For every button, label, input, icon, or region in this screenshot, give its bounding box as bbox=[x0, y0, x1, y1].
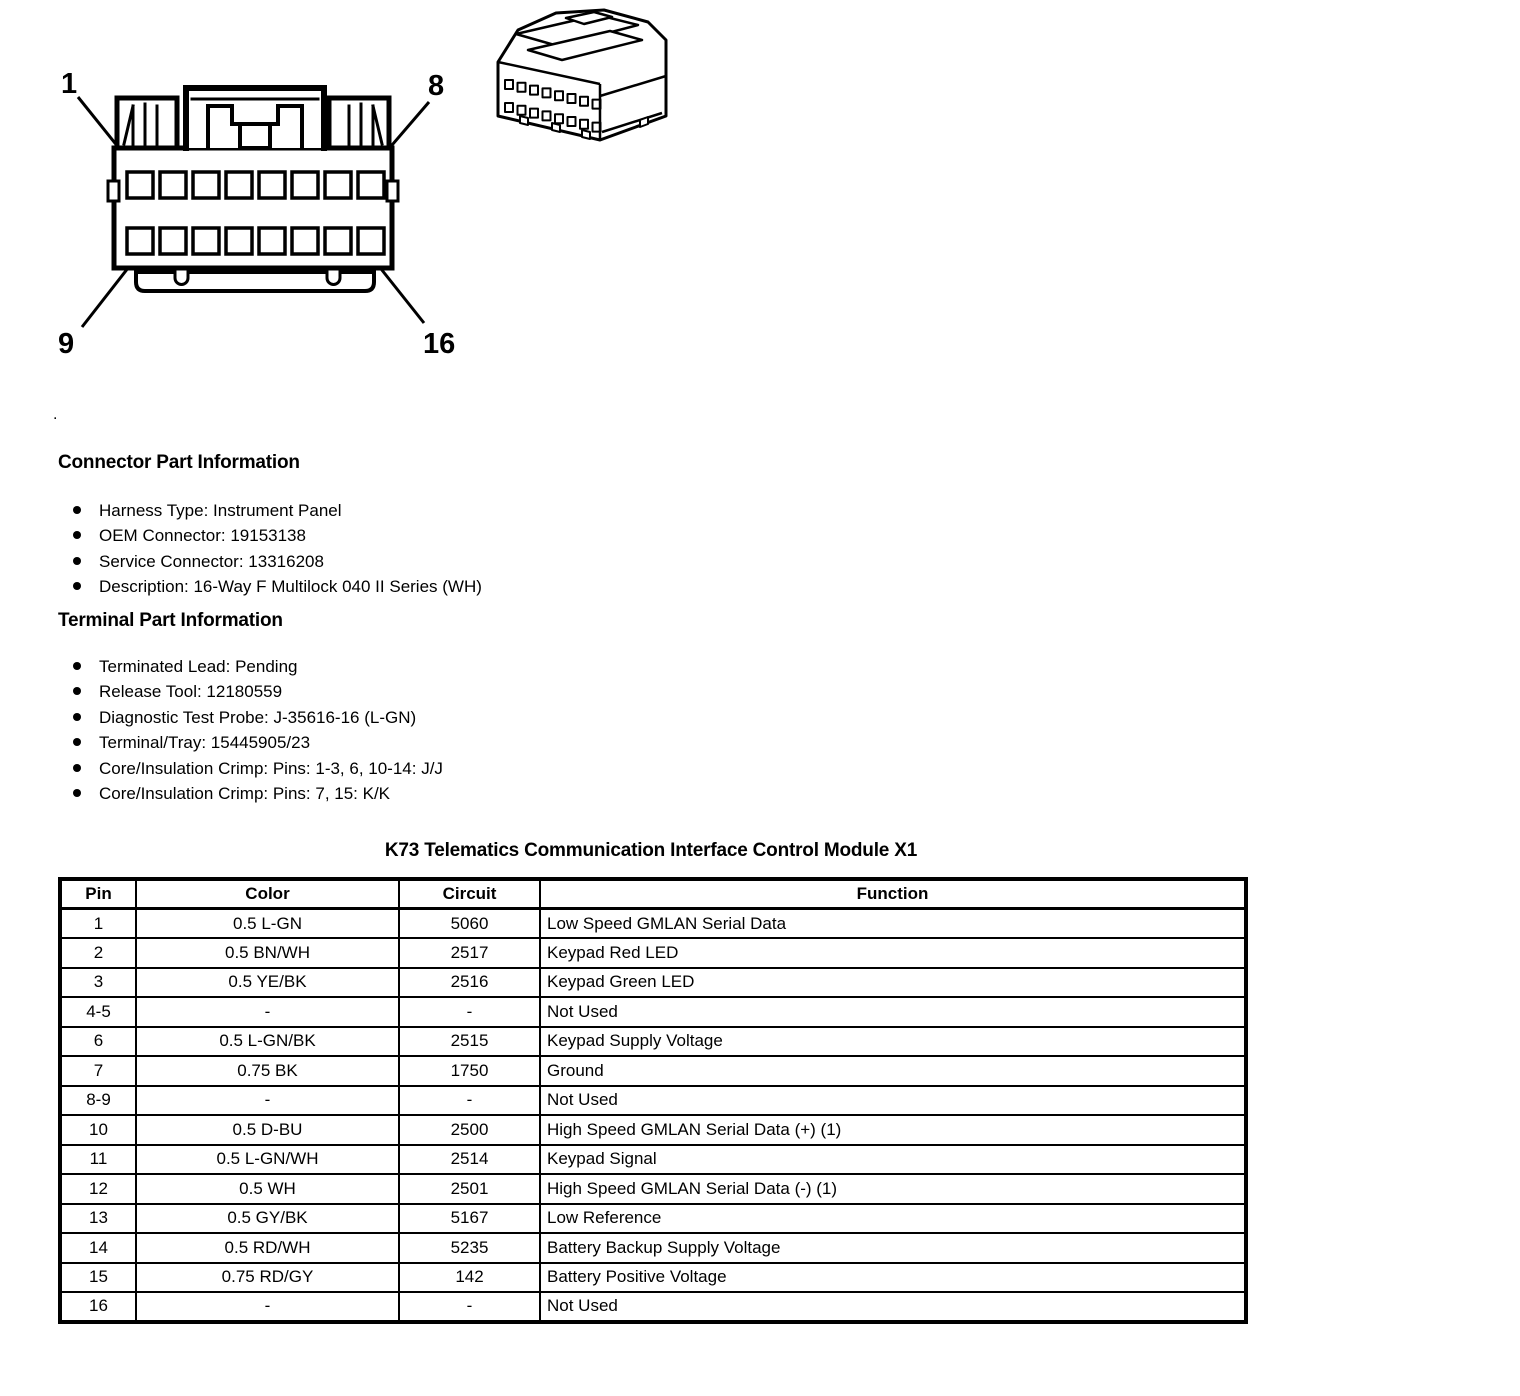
table-row bbox=[60, 1086, 1246, 1116]
function-cell: Battery Positive Voltage bbox=[540, 1263, 1246, 1293]
color-cell: 0.5 YE/BK bbox=[136, 968, 399, 998]
function-cell: Ground bbox=[540, 1056, 1246, 1086]
pin-label-1: 1 bbox=[61, 68, 78, 100]
function-cell: Not Used bbox=[540, 1292, 1246, 1322]
color-header: Color bbox=[136, 879, 399, 909]
circuit-cell: 2514 bbox=[399, 1145, 540, 1175]
pin-label-16: 16 bbox=[423, 328, 456, 360]
circuit-cell: - bbox=[399, 997, 540, 1027]
table-header-row bbox=[60, 879, 1246, 909]
function-cell: Keypad Supply Voltage bbox=[540, 1027, 1246, 1057]
bullet-text: Harness Type: Instrument Panel bbox=[99, 501, 342, 520]
circuit-cell: 2517 bbox=[399, 938, 540, 968]
color-cell: 0.5 BN/WH bbox=[136, 938, 399, 968]
table-row bbox=[60, 1233, 1246, 1263]
circuit-cell: 5060 bbox=[399, 909, 540, 939]
circuit-cell: 5167 bbox=[399, 1204, 540, 1234]
pin-cell: 14 bbox=[60, 1233, 136, 1263]
table-row bbox=[60, 938, 1246, 968]
connector-face-view bbox=[108, 88, 398, 291]
pin-cell: 12 bbox=[60, 1174, 136, 1204]
function-cell: Low Speed GMLAN Serial Data bbox=[540, 909, 1246, 939]
circuit-cell: 5235 bbox=[399, 1233, 540, 1263]
bullet-item bbox=[73, 756, 443, 781]
bullet-item bbox=[73, 549, 482, 574]
stray-period: . bbox=[53, 406, 58, 423]
pin-cell: 6 bbox=[60, 1027, 136, 1057]
bullet-text: Service Connector: 13316208 bbox=[99, 551, 324, 571]
bullet-item bbox=[73, 498, 482, 523]
color-cell: 0.5 D-BU bbox=[136, 1115, 399, 1145]
table-row bbox=[60, 1145, 1246, 1175]
pin-cell: 1 bbox=[60, 909, 136, 939]
table-row bbox=[60, 1056, 1246, 1086]
table-row bbox=[60, 1115, 1246, 1145]
function-cell: Not Used bbox=[540, 997, 1246, 1027]
side-notch-right bbox=[387, 181, 398, 201]
function-cell: Battery Backup Supply Voltage bbox=[540, 1233, 1246, 1263]
circuit-cell: 2516 bbox=[399, 968, 540, 998]
bullet-text: Description: 16-Way F Multilock 040 II Series (WH) bbox=[99, 577, 482, 597]
pin-label-9: 9 bbox=[58, 328, 75, 360]
pinout-table bbox=[58, 877, 1248, 1324]
bullet-text: Diagnostic Test Probe: J-35616-16 (L-GN) bbox=[99, 707, 417, 727]
pin-table-title: K73 Telematics Communication Interface Control Module X1 bbox=[384, 840, 918, 861]
color-cell: - bbox=[136, 1292, 399, 1322]
bullet-icon bbox=[73, 506, 81, 514]
circuit-cell: - bbox=[399, 1086, 540, 1116]
table-row bbox=[60, 997, 1246, 1027]
color-cell: 0.5 GY/BK bbox=[136, 1204, 399, 1234]
table-row bbox=[60, 968, 1246, 998]
color-cell: 0.5 RD/WH bbox=[136, 1233, 399, 1263]
color-cell: 0.5 L-GN/WH bbox=[136, 1145, 399, 1175]
pin-cell: 10 bbox=[60, 1115, 136, 1145]
bullet-item bbox=[73, 679, 443, 704]
color-cell: - bbox=[136, 997, 399, 1027]
circuit-cell: 1750 bbox=[399, 1056, 540, 1086]
bullet-item bbox=[73, 654, 443, 679]
bullet-text: Terminated Lead: Pending bbox=[99, 657, 298, 676]
bullet-item bbox=[73, 523, 482, 548]
color-cell: 0.75 BK bbox=[136, 1056, 399, 1086]
table-row bbox=[60, 1027, 1246, 1057]
bullet-text: Terminal/Tray: 15445905/23 bbox=[99, 733, 311, 753]
function-cell: Keypad Green LED bbox=[540, 968, 1246, 998]
terminal-part-info-list bbox=[73, 654, 443, 806]
circuit-cell: 142 bbox=[399, 1263, 540, 1293]
pin-cell: 4-5 bbox=[60, 997, 136, 1027]
pin-cell: 8-9 bbox=[60, 1086, 136, 1116]
table-row bbox=[60, 1204, 1246, 1234]
pin-cell: 3 bbox=[60, 968, 136, 998]
color-cell: 0.75 RD/GY bbox=[136, 1263, 399, 1293]
function-cell: High Speed GMLAN Serial Data (+) (1) bbox=[540, 1115, 1246, 1145]
bullet-item bbox=[73, 781, 443, 806]
bullet-text: Core/Insulation Crimp: Pins: 1-3, 6, 10-14: J/J bbox=[99, 758, 443, 778]
circuit-cell: 2515 bbox=[399, 1027, 540, 1057]
bullet-icon bbox=[73, 687, 81, 695]
pin-cell: 7 bbox=[60, 1056, 136, 1086]
table-row bbox=[60, 1292, 1246, 1322]
function-cell: Keypad Red LED bbox=[540, 938, 1246, 968]
function-cell: Not Used bbox=[540, 1086, 1246, 1116]
table-row bbox=[60, 909, 1246, 939]
bullet-text: Release Tool: 12180559 bbox=[99, 682, 283, 702]
table-row bbox=[60, 1263, 1246, 1293]
function-cell: Low Reference bbox=[540, 1204, 1246, 1234]
function-cell: Keypad Signal bbox=[540, 1145, 1246, 1175]
bullet-icon bbox=[73, 789, 81, 797]
pin-cell: 2 bbox=[60, 938, 136, 968]
color-cell: 0.5 WH bbox=[136, 1174, 399, 1204]
bullet-icon bbox=[73, 531, 81, 539]
circuit-cell: 2501 bbox=[399, 1174, 540, 1204]
terminal-part-info-heading: Terminal Part Information bbox=[58, 610, 283, 631]
bullet-text: Core/Insulation Crimp: Pins: 7, 15: K/K bbox=[99, 783, 391, 803]
circuit-cell: - bbox=[399, 1292, 540, 1322]
pinout-table-body bbox=[60, 909, 1246, 1322]
bullet-item bbox=[73, 705, 443, 730]
bullet-icon bbox=[73, 713, 81, 721]
bullet-icon bbox=[73, 557, 81, 565]
table-row bbox=[60, 1174, 1246, 1204]
pin-header: Pin bbox=[60, 879, 136, 909]
side-notch-left bbox=[108, 181, 119, 201]
color-cell: - bbox=[136, 1086, 399, 1116]
color-cell: 0.5 L-GN bbox=[136, 909, 399, 939]
pin-cell: 13 bbox=[60, 1204, 136, 1234]
connector-3d-view bbox=[498, 10, 666, 140]
function-cell: High Speed GMLAN Serial Data (-) (1) bbox=[540, 1174, 1246, 1204]
pin-cell: 16 bbox=[60, 1292, 136, 1322]
pin-cell: 15 bbox=[60, 1263, 136, 1293]
circuit-cell: 2500 bbox=[399, 1115, 540, 1145]
function-header: Function bbox=[540, 879, 1246, 909]
circuit-header: Circuit bbox=[399, 879, 540, 909]
connector-part-info-list bbox=[73, 498, 482, 600]
bullet-icon bbox=[73, 582, 81, 590]
bullet-item bbox=[73, 730, 443, 755]
bullet-icon bbox=[73, 662, 81, 670]
bullet-icon bbox=[73, 764, 81, 772]
bullet-text: OEM Connector: 19153138 bbox=[99, 526, 306, 546]
bullet-icon bbox=[73, 738, 81, 746]
color-cell: 0.5 L-GN/BK bbox=[136, 1027, 399, 1057]
connector-part-info-heading: Connector Part Information bbox=[58, 452, 300, 473]
pin-cell: 11 bbox=[60, 1145, 136, 1175]
pin-label-8: 8 bbox=[428, 70, 445, 102]
bullet-item bbox=[73, 574, 482, 599]
connector-figure bbox=[0, 0, 720, 380]
